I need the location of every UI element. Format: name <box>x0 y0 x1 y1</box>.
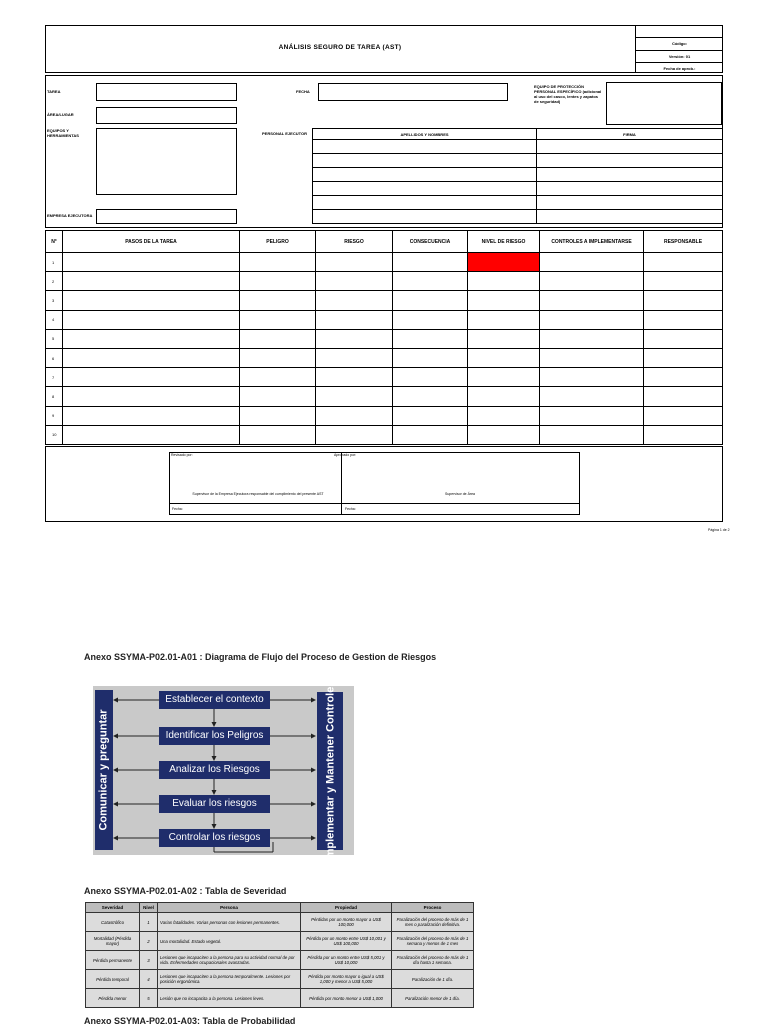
table-cell[interactable] <box>316 310 393 329</box>
table-cell[interactable] <box>63 272 240 291</box>
table-row <box>46 348 723 367</box>
table-row <box>86 932 474 951</box>
table-cell[interactable] <box>63 387 240 406</box>
table-cell[interactable] <box>644 310 723 329</box>
company-input[interactable] <box>96 209 237 224</box>
annex3-title: Anexo SSYMA-P02.01-A03: Tabla de Probabilidad <box>84 1016 296 1026</box>
table-cell[interactable] <box>540 272 644 291</box>
table-row <box>46 406 723 425</box>
table-cell: 5 <box>140 989 158 1008</box>
table-cell[interactable] <box>468 272 540 291</box>
table-cell[interactable] <box>63 329 240 348</box>
table-cell: Pérdida por monto mayor o igual a US$ 1,000 y menor a US$ 5,000 <box>301 970 392 989</box>
annex1-title: Anexo SSYMA-P02.01-A01 : Diagrama de Flujo del Proceso de Gestion de Riesgos <box>84 652 437 662</box>
task-steps-table <box>45 230 723 445</box>
signature-cell[interactable] <box>537 196 723 210</box>
table-cell: Lesiones que incapaciten a la persona para su actividad normal de por vida. Enfermedades ocupacionales avanzadas. <box>158 951 301 970</box>
table-cell[interactable] <box>63 348 240 367</box>
table-cell[interactable] <box>468 310 540 329</box>
table-cell[interactable] <box>468 368 540 387</box>
table-row <box>86 951 474 970</box>
area-input[interactable] <box>96 107 237 124</box>
table-cell[interactable] <box>316 329 393 348</box>
table-cell[interactable] <box>393 272 468 291</box>
table-cell[interactable] <box>540 368 644 387</box>
approved-by-label: Aprobado por: <box>334 453 357 457</box>
table-cell[interactable] <box>316 387 393 406</box>
table-row <box>46 368 723 387</box>
table-row <box>46 387 723 406</box>
table-cell[interactable] <box>240 348 316 367</box>
table-cell: Pérdida por monto menor a US$ 1,000 <box>301 989 392 1008</box>
date-sign-2-label: Fecha: <box>345 507 356 511</box>
personnel-table <box>312 128 723 224</box>
signature-cell[interactable] <box>537 182 723 196</box>
table-cell[interactable] <box>316 348 393 367</box>
implement-controls-bar: Implementar y Mantener Controles <box>317 692 343 850</box>
row-number: 1 <box>46 253 63 272</box>
table-cell[interactable] <box>540 348 644 367</box>
annex2-title: Anexo SSYMA-P02.01-A02 : Tabla de Severidad <box>84 886 287 896</box>
table-cell[interactable] <box>540 310 644 329</box>
row-number: 4 <box>46 310 63 329</box>
table-cell[interactable] <box>393 329 468 348</box>
table-cell[interactable] <box>316 368 393 387</box>
table-cell[interactable] <box>393 387 468 406</box>
table-cell[interactable] <box>240 425 316 444</box>
epp-input[interactable] <box>606 82 722 125</box>
table-cell[interactable] <box>644 348 723 367</box>
table-cell[interactable] <box>316 253 393 272</box>
table-cell: Paralización del proceso de más de 1 día hasta 1 semana. <box>392 951 474 970</box>
table-cell: Paralización del proceso de más de 1 mes o paralización definitiva. <box>392 913 474 932</box>
area-supervisor-label: Supervisor de Área <box>445 492 475 496</box>
sev-header-severity: Severidad <box>86 903 140 913</box>
flow-step-analyze: Analizar los Riesgos <box>159 761 270 779</box>
table-row <box>46 310 723 329</box>
signature-box <box>169 452 580 515</box>
name-cell[interactable] <box>313 168 537 182</box>
table-cell[interactable] <box>240 329 316 348</box>
sev-header-property: Propiedad <box>301 903 392 913</box>
table-cell: Lesión que no incapacita a la persona. Lesiones leves. <box>158 989 301 1008</box>
area-label: ÁREA/LUGAR <box>47 112 74 117</box>
date-label: FECHA <box>296 89 310 94</box>
name-cell[interactable] <box>313 196 537 210</box>
version-label: Versión: 01 <box>636 51 723 63</box>
signature-header: FIRMA <box>537 129 723 140</box>
row-number: 2 <box>46 272 63 291</box>
date-input[interactable] <box>318 83 508 101</box>
table-row <box>46 329 723 348</box>
table-cell[interactable] <box>316 406 393 425</box>
table-cell[interactable] <box>468 387 540 406</box>
col-header-number: N° <box>46 231 63 253</box>
row-number: 7 <box>46 368 63 387</box>
communicate-bar: Comunicar y preguntar <box>95 690 113 850</box>
reviewed-by-label: Revisado por: <box>171 453 193 457</box>
table-cell[interactable] <box>644 387 723 406</box>
table-row <box>46 425 723 444</box>
table-cell: Pérdida temporal <box>86 970 140 989</box>
table-cell[interactable] <box>393 348 468 367</box>
table-cell: Mortalidad (Pérdida mayor) <box>86 932 140 951</box>
epp-label: EQUIPO DE PROTECCIÓN PERSONAL ESPECÍFICO (adicional al uso del casco, lentes y zapatos de seguridad) <box>534 84 602 104</box>
equipment-label: EQUIPOS Y HERRAMIENTAS <box>47 128 79 138</box>
table-cell: 3 <box>140 951 158 970</box>
table-cell[interactable] <box>63 310 240 329</box>
table-cell: 2 <box>140 932 158 951</box>
task-input[interactable] <box>96 83 237 101</box>
row-number: 9 <box>46 406 63 425</box>
table-cell: Pérdida menor <box>86 989 140 1008</box>
name-cell[interactable] <box>313 210 537 224</box>
names-header: APELLIDOS Y NOMBRES <box>313 129 537 140</box>
table-cell: Pérdida por un monto entre US$ 5,001 y US$ 10,000 <box>301 951 392 970</box>
table-row <box>46 272 723 291</box>
code-box <box>635 25 723 73</box>
col-header-controls: CONTROLES A IMPLEMENTARSE <box>540 231 644 253</box>
table-cell: Catastrófico <box>86 913 140 932</box>
table-cell[interactable] <box>240 406 316 425</box>
table-cell[interactable] <box>540 425 644 444</box>
table-cell[interactable] <box>468 406 540 425</box>
table-cell[interactable] <box>644 253 723 272</box>
table-cell[interactable] <box>316 425 393 444</box>
table-cell[interactable] <box>468 253 540 272</box>
table-cell: Pérdida por un monto entre US$ 10,001 y US$ 100,000 <box>301 932 392 951</box>
form-title: ANÁLISIS SEGURO DE TAREA (AST) <box>278 44 402 51</box>
signature-cell[interactable] <box>537 168 723 182</box>
table-cell[interactable] <box>540 406 644 425</box>
table-cell[interactable] <box>240 387 316 406</box>
table-cell: Varias fatalidades. Varias personas con lesiones permanentes. <box>158 913 301 932</box>
table-cell: Pérdida permanente <box>86 951 140 970</box>
flow-step-evaluate: Evaluar los riesgos <box>159 795 270 813</box>
severity-table <box>85 902 474 1008</box>
table-cell[interactable] <box>316 291 393 310</box>
table-cell: Pérdidas por un monto mayor a US$ 100,000 <box>301 913 392 932</box>
signature-cell[interactable] <box>537 210 723 224</box>
sev-header-person: Persona <box>158 903 301 913</box>
flow-step-identify: Identificar los Peligros <box>159 727 270 745</box>
table-row <box>86 913 474 932</box>
table-cell[interactable] <box>468 329 540 348</box>
table-cell: 1 <box>140 913 158 932</box>
flow-step-control: Controlar los riesgos <box>159 829 270 847</box>
sev-header-process: Proceso <box>392 903 474 913</box>
table-cell[interactable] <box>644 291 723 310</box>
table-cell: Paralización del proceso de más de 1 semana y menos de 1 mes <box>392 932 474 951</box>
task-label: TAREA <box>47 89 61 94</box>
code-label: Código: <box>636 38 723 51</box>
row-number: 3 <box>46 291 63 310</box>
signature-cell[interactable] <box>537 154 723 168</box>
table-cell[interactable] <box>468 425 540 444</box>
table-cell[interactable] <box>393 425 468 444</box>
table-cell[interactable] <box>63 253 240 272</box>
table-cell: Una mortalidad. Estado vegetal. <box>158 932 301 951</box>
name-cell[interactable] <box>313 154 537 168</box>
table-cell[interactable] <box>63 291 240 310</box>
table-cell[interactable] <box>393 310 468 329</box>
table-row <box>46 291 723 310</box>
col-header-consequence: CONSECUENCIA <box>393 231 468 253</box>
table-cell: Paralización de 1 día. <box>392 970 474 989</box>
date-sign-1-label: Fecha: <box>172 507 183 511</box>
table-cell[interactable] <box>393 253 468 272</box>
col-header-risk-level: NIVEL DE RIESGO <box>468 231 540 253</box>
table-cell[interactable] <box>240 310 316 329</box>
signature-cell[interactable] <box>537 140 723 154</box>
row-number: 6 <box>46 348 63 367</box>
table-cell[interactable] <box>393 368 468 387</box>
table-cell[interactable] <box>63 425 240 444</box>
executor-label: PERSONAL EJECUTOR <box>262 131 307 136</box>
col-header-hazard: PELIGRO <box>240 231 316 253</box>
table-row <box>86 970 474 989</box>
table-cell[interactable] <box>240 368 316 387</box>
name-cell[interactable] <box>313 182 537 196</box>
col-header-responsible: RESPONSABLE <box>644 231 723 253</box>
table-cell[interactable] <box>540 329 644 348</box>
table-cell[interactable] <box>540 387 644 406</box>
table-cell[interactable] <box>316 272 393 291</box>
col-header-risk: RIESGO <box>316 231 393 253</box>
table-cell: 4 <box>140 970 158 989</box>
table-row <box>46 253 723 272</box>
row-number: 5 <box>46 329 63 348</box>
table-row <box>86 989 474 1008</box>
row-number: 8 <box>46 387 63 406</box>
flow-step-context: Establecer el contexto <box>159 691 270 709</box>
table-cell: Lesiones que incapaciten a la persona temporalmente. Lesiones por posición ergonómica. <box>158 970 301 989</box>
equipment-input[interactable] <box>96 128 237 195</box>
table-cell[interactable] <box>240 272 316 291</box>
table-cell: Paralización menor de 1 día. <box>392 989 474 1008</box>
table-cell[interactable] <box>540 253 644 272</box>
name-cell[interactable] <box>313 140 537 154</box>
table-cell[interactable] <box>468 291 540 310</box>
table-cell[interactable] <box>63 406 240 425</box>
table-cell[interactable] <box>644 272 723 291</box>
table-cell[interactable] <box>540 291 644 310</box>
table-cell[interactable] <box>644 368 723 387</box>
sev-header-level: Nivel <box>140 903 158 913</box>
company-label: EMPRESA EJECUTORA <box>47 213 93 218</box>
page-number: Página 1 de 2 <box>708 528 730 532</box>
table-cell[interactable] <box>644 425 723 444</box>
table-cell[interactable] <box>240 291 316 310</box>
table-cell[interactable] <box>393 291 468 310</box>
table-cell[interactable] <box>240 253 316 272</box>
table-cell[interactable] <box>644 329 723 348</box>
row-number: 10 <box>46 425 63 444</box>
table-cell[interactable] <box>644 406 723 425</box>
table-cell[interactable] <box>468 348 540 367</box>
table-cell[interactable] <box>393 406 468 425</box>
col-header-steps: PASOS DE LA TAREA <box>63 231 240 253</box>
company-supervisor-label: Supervisor de la Empresa Ejecutora responsable del cumplimiento del presente AST <box>192 492 324 496</box>
approval-date-label: Fecha de aprob.: <box>663 66 696 71</box>
table-cell[interactable] <box>63 368 240 387</box>
